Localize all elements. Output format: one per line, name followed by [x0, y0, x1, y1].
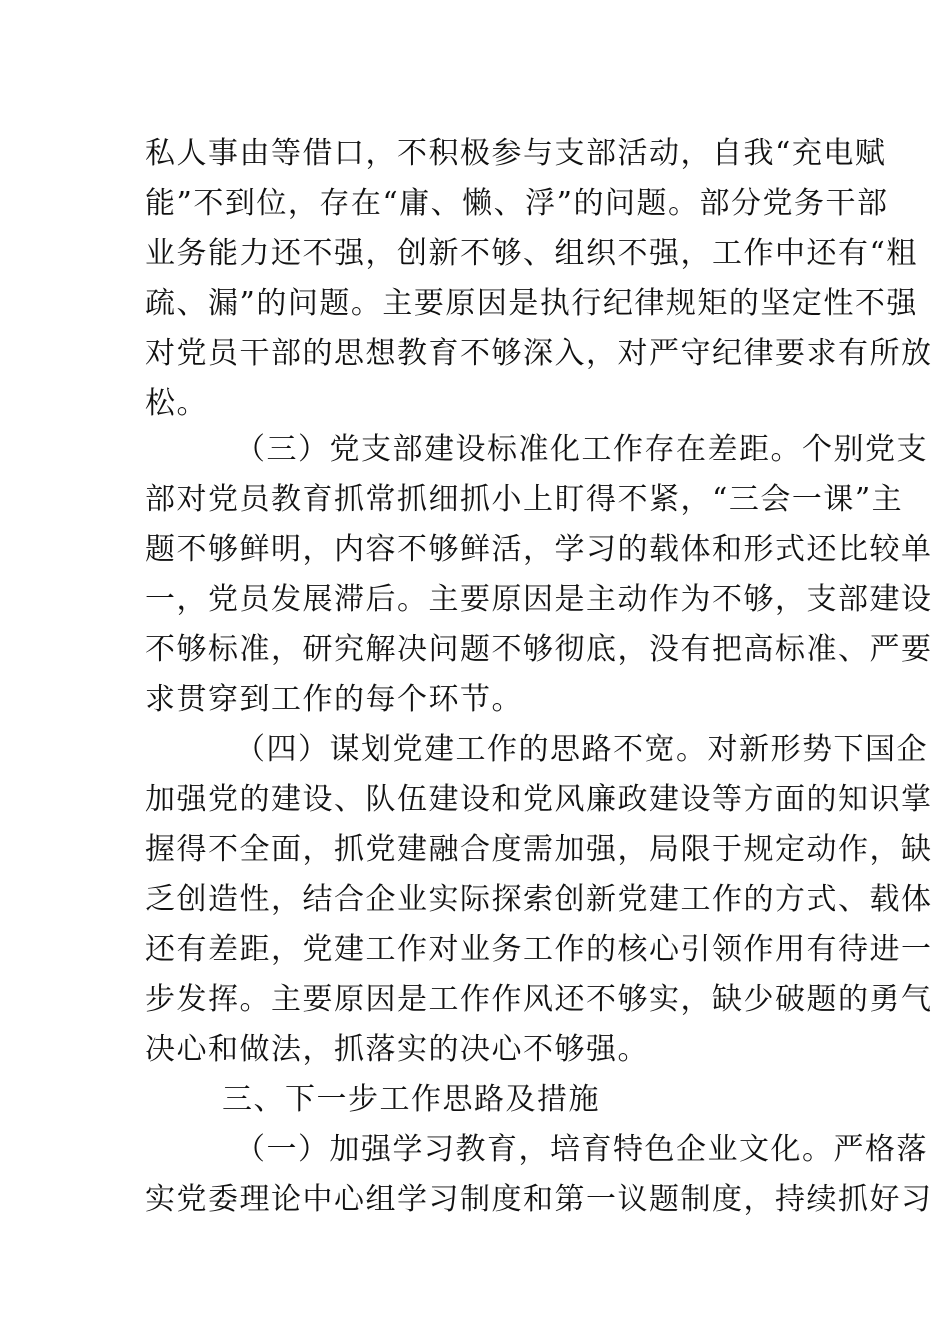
text-line: 加强党的建设、队伍建设和党风廉政建设等方面的知识掌: [145, 782, 933, 817]
section-heading-3: （三）党支部建设标准化工作存在差距。个别党支: [235, 432, 928, 467]
section-heading-4: （四）谋划党建工作的思路不宽。对新形势下国企: [235, 732, 928, 767]
text-line: 松。: [145, 386, 208, 421]
text-line: 对党员干部的思想教育不够深入，对严守纪律要求有所放: [145, 336, 933, 371]
text-line: 部对党员教育抓常抓细抓小上盯得不紧，“三会一课”主: [145, 482, 904, 517]
text-line: 握得不全面，抓党建融合度需加强，局限于规定动作，缺: [145, 832, 933, 867]
text-line: 题不够鲜明，内容不够鲜活，学习的载体和形式还比较单: [145, 532, 933, 567]
text-line: 业务能力还不强，创新不够、组织不强，工作中还有“粗: [145, 236, 918, 271]
text-line: 私人事由等借口，不积极参与支部活动，自我“充电赋: [145, 136, 887, 171]
text-line: 还有差距，党建工作对业务工作的核心引领作用有待进一: [145, 932, 933, 967]
text-line: 步发挥。主要原因是工作作风还不够实，缺少破题的勇气: [145, 982, 933, 1017]
text-line: 乏创造性，结合企业实际探索创新党建工作的方式、载体: [145, 882, 933, 917]
text-line: 疏、漏”的问题。主要原因是执行纪律规矩的坚定性不强: [145, 286, 918, 321]
text-line: 求贯穿到工作的每个环节。: [145, 682, 523, 717]
text-line: 一，党员发展滞后。主要原因是主动作为不够，支部建设: [145, 582, 933, 617]
text-line: 不够标准，研究解决问题不够彻底，没有把高标准、严要: [145, 632, 933, 667]
text-line: 能”不到位，存在“庸、懒、浮”的问题。部分党务干部: [145, 186, 889, 221]
section-heading-1: （一）加强学习教育，培育特色企业文化。严格落: [235, 1132, 928, 1167]
text-line: 实党委理论中心组学习制度和第一议题制度，持续抓好习: [145, 1182, 933, 1217]
chapter-heading: 三、下一步工作思路及措施: [222, 1082, 600, 1117]
text-line: 决心和做法，抓落实的决心不够强。: [145, 1032, 649, 1067]
